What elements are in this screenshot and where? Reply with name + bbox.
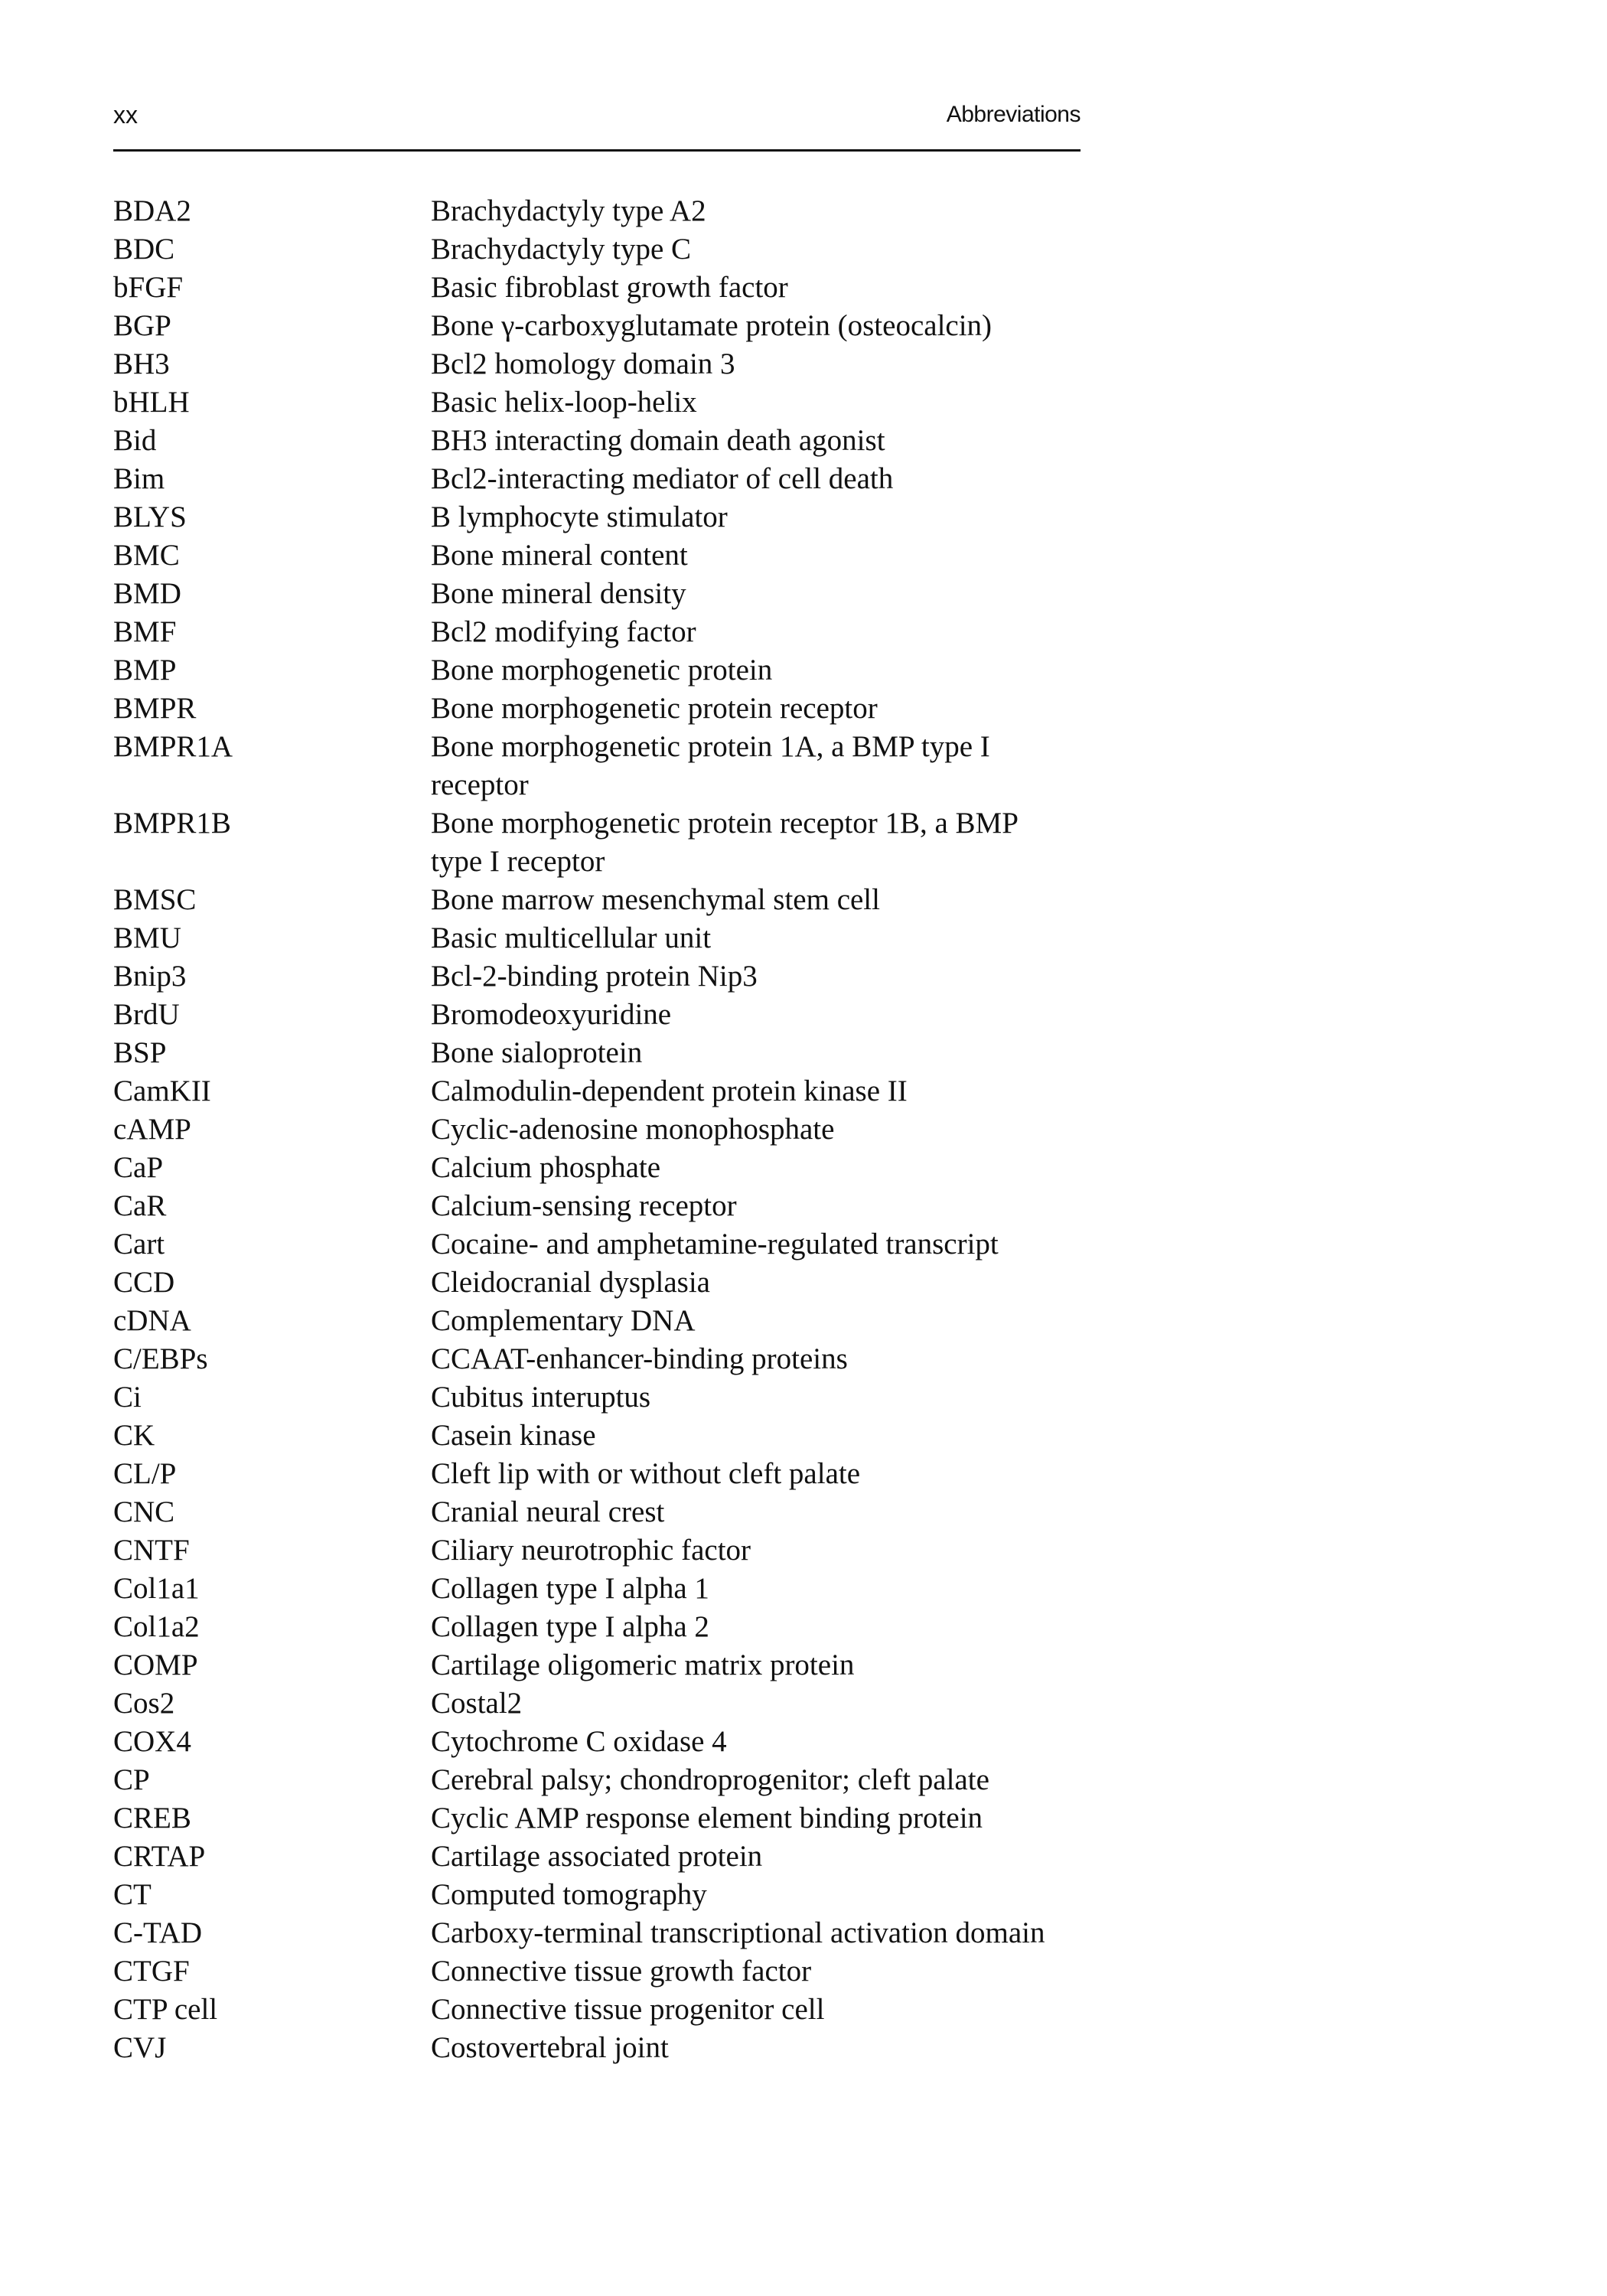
abbreviation-entry	[113, 1876, 1081, 1914]
abbreviation-entry	[113, 651, 1081, 690]
abbreviation-definition: Carboxy-terminal transcriptional activation domain	[431, 1916, 1045, 1949]
abbreviation-term: CaR	[113, 1189, 167, 1222]
abbreviation-entry	[113, 613, 1081, 651]
abbreviation-entry	[113, 881, 1081, 919]
abbreviation-term: cDNA	[113, 1304, 191, 1337]
abbreviation-definition: CCAAT-enhancer-binding proteins	[431, 1342, 848, 1375]
abbreviation-definition: Casein kinase	[431, 1419, 596, 1452]
abbreviation-term: BDC	[113, 233, 175, 266]
abbreviation-definition: Bone morphogenetic protein 1A, a BMP type I receptor	[431, 730, 990, 801]
abbreviation-definition: Bone mineral content	[431, 539, 688, 572]
abbreviation-entry	[113, 1110, 1081, 1149]
abbreviation-definition: Bcl2-interacting mediator of cell death	[431, 462, 894, 495]
abbreviation-term: BMPR1B	[113, 807, 231, 840]
abbreviation-entry	[113, 1034, 1081, 1072]
abbreviation-term: COX4	[113, 1725, 191, 1758]
abbreviation-definition: Cartilage oligomeric matrix protein	[431, 1649, 855, 1681]
abbreviation-term: CK	[113, 1419, 155, 1452]
abbreviation-entry	[113, 230, 1081, 269]
abbreviation-entry	[113, 1340, 1081, 1378]
abbreviation-entry	[113, 1723, 1081, 1761]
abbreviation-term: BMF	[113, 615, 177, 648]
abbreviation-entry	[113, 307, 1081, 345]
abbreviation-term: BMPR	[113, 692, 197, 725]
abbreviation-term: Col1a2	[113, 1610, 200, 1643]
abbreviation-definition: Bcl2 modifying factor	[431, 615, 696, 648]
abbreviation-term: Bim	[113, 462, 165, 495]
abbreviation-definition: Cyclic-adenosine monophosphate	[431, 1113, 835, 1146]
abbreviation-definition: Costal2	[431, 1687, 523, 1720]
abbreviation-term: BMSC	[113, 883, 197, 916]
abbreviation-entry	[113, 1264, 1081, 1302]
abbreviation-definition: Brachydactyly type A2	[431, 194, 706, 227]
abbreviation-entry	[113, 1149, 1081, 1187]
abbreviation-entry	[113, 1302, 1081, 1340]
abbreviation-entry	[113, 1646, 1081, 1684]
abbreviation-term: CTGF	[113, 1955, 190, 1988]
abbreviation-entry	[113, 1991, 1081, 2029]
abbreviation-term: BMU	[113, 921, 181, 954]
abbreviation-entry	[113, 1608, 1081, 1646]
abbreviation-definition: Cleft lip with or without cleft palate	[431, 1457, 861, 1490]
header-rule	[113, 149, 1081, 152]
abbreviation-definition: Complementary DNA	[431, 1304, 696, 1337]
abbreviation-term: Ci	[113, 1381, 142, 1414]
abbreviation-entry	[113, 2029, 1081, 2067]
abbreviation-definition: Bromodeoxyuridine	[431, 998, 672, 1031]
abbreviation-entry	[113, 1684, 1081, 1723]
abbreviation-entry	[113, 1761, 1081, 1799]
abbreviation-entry	[113, 1417, 1081, 1455]
abbreviation-entry	[113, 345, 1081, 383]
abbreviation-definition: Bone γ-carboxyglutamate protein (osteocalcin)	[431, 309, 993, 342]
abbreviation-term: bHLH	[113, 386, 190, 419]
abbreviation-entry	[113, 690, 1081, 728]
abbreviation-definition: Basic helix-loop-helix	[431, 386, 697, 419]
abbreviation-definition: Bone mineral density	[431, 577, 686, 610]
abbreviation-term: BLYS	[113, 501, 187, 533]
abbreviation-entry	[113, 728, 1081, 804]
abbreviation-definition: Cerebral palsy; chondroprogenitor; cleft palate	[431, 1763, 989, 1796]
abbreviation-definition: Collagen type I alpha 1	[431, 1572, 709, 1605]
abbreviation-entry	[113, 1225, 1081, 1264]
abbreviation-entry	[113, 460, 1081, 498]
abbreviation-term: C-TAD	[113, 1916, 203, 1949]
abbreviation-entry	[113, 957, 1081, 996]
abbreviation-term: CVJ	[113, 2031, 167, 2064]
abbreviation-term: CTP cell	[113, 1993, 218, 2026]
abbreviation-term: CRTAP	[113, 1840, 206, 1873]
abbreviation-definition: Connective tissue growth factor	[431, 1955, 812, 1988]
abbreviation-entry	[113, 192, 1081, 230]
abbreviation-term: BMC	[113, 539, 180, 572]
abbreviation-definition: Brachydactyly type C	[431, 233, 692, 266]
abbreviation-definition: B lymphocyte stimulator	[431, 501, 728, 533]
abbreviation-definition: Bone marrow mesenchymal stem cell	[431, 883, 880, 916]
abbreviation-term: CNTF	[113, 1534, 190, 1567]
abbreviation-term: BH3	[113, 347, 170, 380]
abbreviation-entry	[113, 1493, 1081, 1531]
abbreviation-entry	[113, 1531, 1081, 1570]
running-title: Abbreviations	[946, 102, 1081, 127]
abbreviation-term: cAMP	[113, 1113, 191, 1146]
abbreviation-definition: Cleidocranial dysplasia	[431, 1266, 710, 1299]
abbreviation-entry	[113, 1914, 1081, 1952]
abbreviation-term: Bnip3	[113, 960, 187, 993]
abbreviation-definition: Cranial neural crest	[431, 1495, 665, 1528]
abbreviation-term: CP	[113, 1763, 150, 1796]
page-number: xx	[113, 101, 138, 129]
abbreviation-term: Cos2	[113, 1687, 175, 1720]
abbreviation-term: CCD	[113, 1266, 175, 1299]
abbreviation-entry	[113, 1455, 1081, 1493]
abbreviation-term: Cart	[113, 1228, 165, 1261]
abbreviation-term: CaP	[113, 1151, 164, 1184]
abbreviation-definition: Bcl2 homology domain 3	[431, 347, 735, 380]
abbreviation-definition: Bone sialoprotein	[431, 1036, 643, 1069]
abbreviation-definition: Bone morphogenetic protein receptor	[431, 692, 878, 725]
abbreviation-definition: Computed tomography	[431, 1878, 707, 1911]
abbreviation-term: C/EBPs	[113, 1342, 208, 1375]
abbreviation-definition: Cytochrome C oxidase 4	[431, 1725, 727, 1758]
abbreviation-entry	[113, 498, 1081, 536]
abbreviation-entry	[113, 383, 1081, 422]
abbreviation-definition: BH3 interacting domain death agonist	[431, 424, 885, 457]
abbreviation-definition: Connective tissue progenitor cell	[431, 1993, 825, 2026]
abbreviation-definition: Basic fibroblast growth factor	[431, 271, 788, 304]
abbreviation-term: BMPR1A	[113, 730, 233, 763]
abbreviation-definition: Cartilage associated protein	[431, 1840, 763, 1873]
abbreviation-entry	[113, 1378, 1081, 1417]
abbreviation-entry	[113, 804, 1081, 881]
abbreviation-entry	[113, 1799, 1081, 1838]
abbreviation-entry	[113, 919, 1081, 957]
abbreviation-definition: Bone morphogenetic protein	[431, 654, 773, 687]
abbreviation-entry	[113, 1570, 1081, 1608]
abbreviation-term: Col1a1	[113, 1572, 200, 1605]
abbreviation-term: BDA2	[113, 194, 191, 227]
abbreviation-term: BGP	[113, 309, 171, 342]
abbreviation-definition: Costovertebral joint	[431, 2031, 669, 2064]
abbreviation-entry	[113, 1187, 1081, 1225]
abbreviation-entry	[113, 536, 1081, 575]
abbreviation-entry	[113, 996, 1081, 1034]
abbreviation-definition: Calcium phosphate	[431, 1151, 661, 1184]
abbreviation-definition: Cubitus interuptus	[431, 1381, 651, 1414]
abbreviation-term: CNC	[113, 1495, 175, 1528]
abbreviation-term: BSP	[113, 1036, 167, 1069]
abbreviation-entry	[113, 1952, 1081, 1991]
abbreviation-definition: Ciliary neurotrophic factor	[431, 1534, 751, 1567]
abbreviation-definition: Cocaine- and amphetamine-regulated transcript	[431, 1228, 999, 1261]
abbreviation-term: bFGF	[113, 271, 184, 304]
abbreviation-definition: Bcl-2-binding protein Nip3	[431, 960, 758, 993]
abbreviation-term: CREB	[113, 1802, 191, 1835]
abbreviation-entry	[113, 1838, 1081, 1876]
abbreviation-entry	[113, 575, 1081, 613]
abbreviation-definition: Calmodulin-dependent protein kinase II	[431, 1075, 908, 1107]
abbreviation-term: CL/P	[113, 1457, 177, 1490]
abbreviation-definition: Bone morphogenetic protein receptor 1B, a BMP type I receptor	[431, 807, 1018, 878]
abbreviation-term: BrdU	[113, 998, 180, 1031]
abbreviation-entry	[113, 422, 1081, 460]
abbreviation-definition: Basic multicellular unit	[431, 921, 712, 954]
abbreviation-definition: Collagen type I alpha 2	[431, 1610, 709, 1643]
page-header	[113, 98, 1081, 132]
abbreviation-entry	[113, 1072, 1081, 1110]
abbreviation-term: BMD	[113, 577, 181, 610]
abbreviation-term: CT	[113, 1878, 152, 1911]
abbreviation-definition: Calcium-sensing receptor	[431, 1189, 737, 1222]
abbreviation-entry	[113, 269, 1081, 307]
abbreviation-term: COMP	[113, 1649, 198, 1681]
abbreviation-term: Bid	[113, 424, 157, 457]
abbreviation-list	[113, 192, 1081, 2067]
abbreviation-term: CamKII	[113, 1075, 211, 1107]
abbreviation-definition: Cyclic AMP response element binding protein	[431, 1802, 983, 1835]
abbreviation-term: BMP	[113, 654, 177, 687]
